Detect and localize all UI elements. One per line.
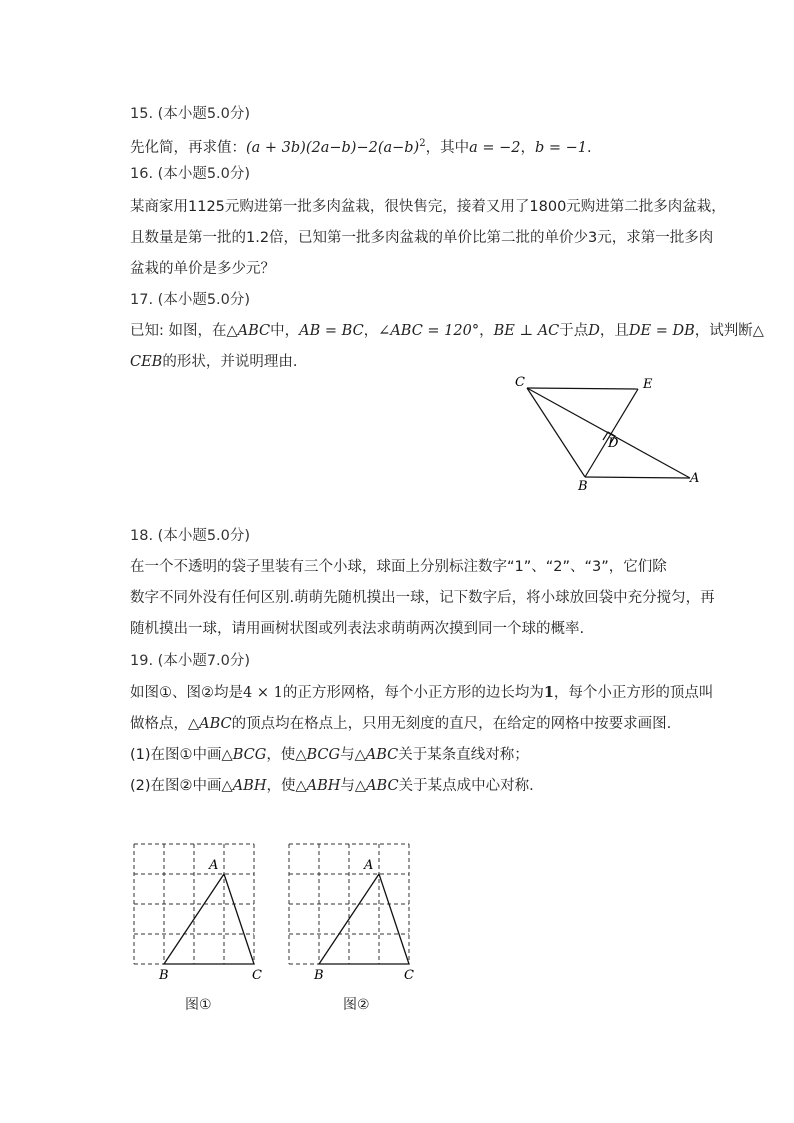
q19-s1d: △BCG bbox=[295, 747, 341, 763]
q18-line-3: 随机摸出一球，请用画树状图或列表法求萌萌两次摸到同一个球的概率. bbox=[130, 621, 585, 637]
q19-s2f: △ABC bbox=[354, 778, 399, 794]
q19-l2c: 的顶点均在格点上，只用无刻度的直尺，在给定的网格中按要求画图. bbox=[231, 716, 672, 732]
q15-exponent: 2 bbox=[419, 138, 426, 149]
q19-sub-1 bbox=[130, 745, 529, 765]
q17-header: 17. (本小题5.0分) bbox=[130, 292, 251, 308]
q17-t5: D bbox=[588, 323, 600, 339]
triangle-abc-2 bbox=[319, 874, 409, 964]
q19-s2b: △ABH bbox=[221, 778, 267, 794]
fig2-label-a: A bbox=[364, 858, 374, 873]
q18-header: 18. (本小题5.0分) bbox=[130, 528, 251, 544]
q19-line-2 bbox=[130, 714, 671, 734]
label-e: E bbox=[643, 377, 653, 392]
q17-t1: △ABC bbox=[226, 323, 271, 339]
q17-t4: BE ⊥ AC bbox=[493, 323, 560, 339]
q19-l1a: 如图①、图②均是 bbox=[130, 685, 243, 701]
q17-p6: ，且 bbox=[599, 323, 629, 339]
q19-s1f: △ABC bbox=[354, 747, 399, 763]
q19-l1e: ，每个小正方形的顶点叫 bbox=[553, 685, 714, 701]
q17-p2: 中， bbox=[270, 323, 300, 339]
q17-t7: △ bbox=[752, 323, 764, 339]
fig1-label-a: A bbox=[209, 858, 219, 873]
label-d: D bbox=[608, 436, 619, 451]
q17-figure bbox=[510, 372, 710, 492]
label-a: A bbox=[690, 471, 700, 486]
q19-s1e: 与 bbox=[340, 747, 355, 763]
q19-line-1 bbox=[130, 683, 713, 703]
segment-ca bbox=[527, 388, 690, 478]
q19-s2a: (2)在图②中画 bbox=[130, 778, 222, 794]
q16-line-2: 且数量是第一批的1.2倍，已知第一批多肉盆栽的单价比第二批的单价少3元，求第一批多肉 bbox=[130, 230, 714, 246]
segment-ce bbox=[527, 388, 638, 389]
q19-l2b: △ABC bbox=[188, 716, 232, 732]
q19-s2e: 与 bbox=[340, 778, 355, 794]
label-c: C bbox=[515, 375, 525, 390]
q18-line-1: 在一个不透明的袋子里装有三个小球，球面上分别标注数字“1”、“2”、“3”，它们除 bbox=[130, 559, 667, 575]
q17-p1: 已知: 如图，在 bbox=[130, 323, 227, 339]
q17-p4: ， bbox=[479, 323, 494, 339]
q15-expression: (a + 3b)(2a−b)−2(a−b) bbox=[246, 139, 420, 156]
q17-line2-math: CEB bbox=[130, 354, 163, 370]
q15-cond-a: a = −2 bbox=[469, 139, 521, 156]
q15-header: 15. (本小题5.0分) bbox=[130, 106, 251, 122]
q19-l1c: 的正方形网格，每个小正方形的边长均为 bbox=[282, 685, 544, 701]
q19-s2d: △ABH bbox=[295, 778, 341, 794]
q15-end: . bbox=[587, 139, 592, 156]
fig1-caption: 图① bbox=[185, 997, 212, 1013]
q19-s2g: 关于某点成中心对称. bbox=[398, 778, 534, 794]
q19-header: 19. (本小题7.0分) bbox=[130, 653, 251, 669]
fig2-label-b: B bbox=[314, 968, 324, 983]
q19-s1b: △BCG bbox=[221, 747, 267, 763]
q17-line-2 bbox=[130, 352, 297, 372]
q17-t3: ∠ABC = 120° bbox=[378, 323, 480, 339]
fig2-label-c: C bbox=[404, 968, 414, 983]
q18-line-2: 数字不同外没有任何区别.萌萌先随机摸出一球，记下数字后，将小球放回袋中充分搅匀，再 bbox=[130, 590, 715, 606]
q19-s2c: ，使 bbox=[266, 778, 296, 794]
q16-header: 16. (本小题5.0分) bbox=[130, 166, 251, 182]
q19-s1a: (1)在图①中画 bbox=[130, 747, 222, 763]
q19-s1g: 关于某条直线对称； bbox=[398, 747, 529, 763]
fig1-label-c: C bbox=[252, 968, 262, 983]
segment-ba bbox=[585, 477, 690, 478]
q15-mid: ，其中 bbox=[425, 139, 470, 156]
q15-pre: 先化简，再求值： bbox=[130, 139, 246, 156]
triangle-abc-1 bbox=[164, 874, 254, 964]
q19-figure-2 bbox=[285, 842, 420, 987]
q15-text bbox=[130, 134, 592, 158]
fig2-caption: 图② bbox=[343, 997, 370, 1013]
label-b: B bbox=[578, 479, 588, 494]
q17-p5: 于点 bbox=[559, 323, 589, 339]
q17-line-1 bbox=[130, 321, 764, 341]
q15-cond-b: b = −1 bbox=[534, 139, 588, 156]
q16-line-1: 某商家用1125元购进第一批多肉盆栽，很快售完，接着又用了1800元购进第二批多肉盆栽， bbox=[130, 199, 726, 215]
q17-p3: ， bbox=[363, 323, 379, 339]
q17-t2: AB = BC bbox=[299, 323, 364, 339]
q19-s1c: ，使 bbox=[266, 747, 296, 763]
segment-be bbox=[585, 389, 638, 477]
fig1-label-b: B bbox=[159, 968, 169, 983]
segment-cb bbox=[527, 388, 585, 477]
q15-sep: ， bbox=[520, 139, 535, 156]
q19-side-length: 1 bbox=[543, 684, 554, 701]
q19-grid-size: 4 × 1 bbox=[243, 685, 283, 701]
q16-line-3: 盆栽的单价是多少元？ bbox=[130, 261, 275, 277]
q17-line2-text: 的形状，并说明理由. bbox=[162, 354, 298, 370]
q19-sub-2 bbox=[130, 776, 534, 796]
q17-p7: ，试判断 bbox=[694, 323, 753, 339]
q17-t6: DE = DB bbox=[628, 323, 695, 339]
q19-l2a: 做格点， bbox=[130, 716, 188, 732]
q19-figure-1 bbox=[130, 842, 265, 987]
